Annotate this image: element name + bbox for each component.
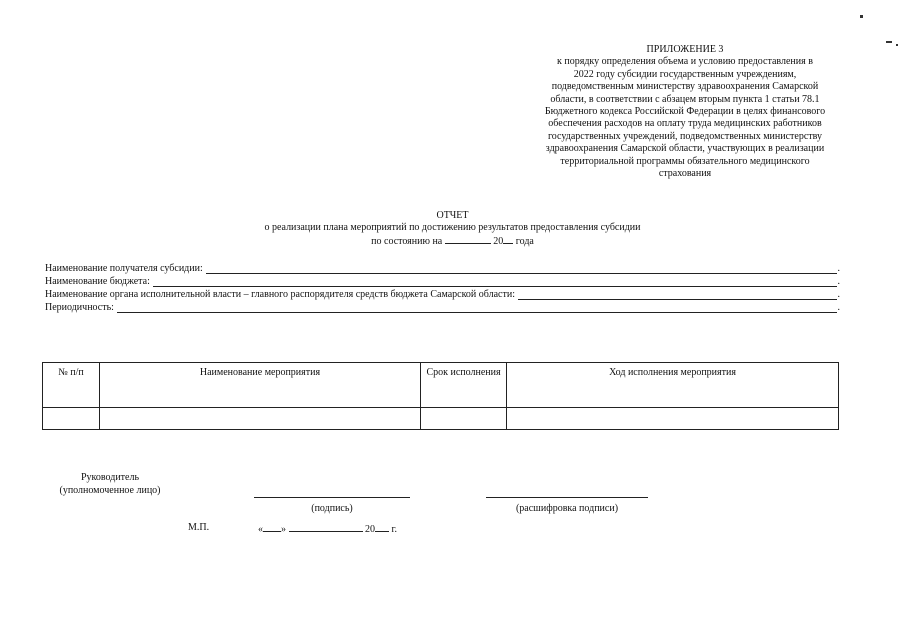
appendix-block [520,44,850,180]
decoding-line[interactable] [486,497,648,498]
field-blank[interactable] [518,290,837,300]
field-periodicity: Периодичность: . [45,302,840,313]
quote-open: « [258,524,263,535]
signature-caption: (подпись) [311,503,353,514]
field-label: Наименование получателя субсидии: [45,263,203,274]
appendix-line: государственных учреждений, подведомственных министерству [547,130,823,142]
measures-table [42,362,839,430]
table-cell[interactable] [421,408,507,430]
year-blank[interactable] [503,234,513,244]
signature-date [258,522,397,535]
date-blank[interactable] [445,234,491,244]
appendix-line: области, в соответствии с абзацем вторым пункта 1 статьи 78.1 [550,93,820,105]
field-label: Периодичность: [45,302,114,313]
signer-role-line2: (уполномоченное лицо) [59,485,161,496]
table-row [43,408,839,430]
field-authority: Наименование органа исполнительной власти – главного распорядителя средств бюджета Самарской области: . [45,289,840,300]
field-label: Наименование органа исполнительной власти – главного распорядителя средств бюджета Самарской области: [45,289,515,300]
as-of-prefix: по состоянию на [371,236,443,247]
field-blank[interactable] [206,264,837,274]
report-as-of [0,234,905,248]
report-subtitle: о реализации плана мероприятий по достижению результатов предоставления субсидии [264,222,641,233]
stamp-label: М.П. [188,522,210,533]
field-label: Наименование бюджета: [45,276,150,287]
header-progress: Ход исполнения мероприятия [507,363,839,408]
table-cell[interactable] [43,408,100,430]
appendix-line: подведомственным министерству здравоохранения Самарской [551,81,819,93]
scan-speck [886,41,892,43]
appendix-title: ПРИЛОЖЕНИЕ 3 [646,44,724,55]
field-blank[interactable] [117,303,837,313]
scan-speck [896,44,898,46]
header-number: № п/п [43,363,100,408]
day-blank[interactable] [263,522,281,532]
appendix-line: к порядку определения объема и условию предоставления в [557,56,813,68]
header-measure-name: Наименование мероприятия [100,363,421,408]
sign-year-blank[interactable] [375,522,389,532]
header-deadline: Срок исполнения [421,363,507,408]
quote-close: » [281,524,286,535]
signer-role [45,471,175,497]
table-cell[interactable] [507,408,839,430]
appendix-line: 2022 году субсидии государственным учреждениям, [573,68,797,80]
year-prefix: 20 [493,236,504,247]
field-budget: Наименование бюджета: . [45,276,840,287]
appendix-line: страхования [658,168,712,180]
field-recipient: Наименование получателя субсидии: . [45,263,840,274]
signature-line[interactable] [254,497,410,498]
field-blank[interactable] [153,277,837,287]
sign-year-suffix: г. [391,524,397,535]
appendix-line: территориальной программы обязательного медицинского [560,155,810,167]
appendix-line: обеспечения расходов на оплату труда медицинских работников [548,118,822,130]
table-cell[interactable] [100,408,421,430]
decoding-caption: (расшифровка подписи) [515,503,619,514]
month-blank[interactable] [289,522,363,532]
appendix-line: здравоохранения Самарской области, участвующих в реализации [545,143,825,155]
sign-year-prefix: 20 [365,524,375,535]
appendix-line: Бюджетного кодекса Российской Федерации в целях финансового [544,106,826,118]
signer-role-line1: Руководитель [80,472,140,483]
year-suffix: года [515,236,534,247]
report-title: ОТЧЕТ [436,210,469,221]
scan-speck [860,15,863,18]
table-header-row [43,363,839,408]
